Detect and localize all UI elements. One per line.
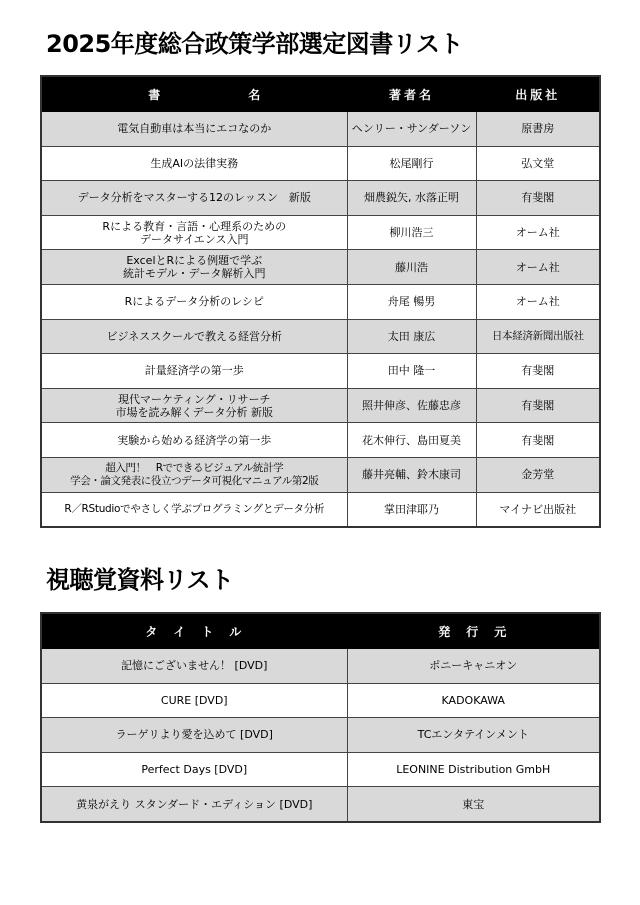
header-title-left: 書 (148, 87, 161, 102)
header-av-title: タ イ ト ル (41, 613, 347, 649)
books-table (40, 75, 601, 528)
av-table-header (41, 613, 600, 649)
book-author: 舟尾 暢男 (347, 284, 476, 319)
book-title-line2: 統計モデル・データ解析入門 (123, 267, 266, 281)
book-title-line1: 現代マーケティング・リサーチ (118, 392, 271, 406)
book-title (41, 215, 347, 250)
book-row (41, 250, 600, 285)
book-title: データ分析をマスターする12のレッスン 新版 (41, 181, 347, 216)
book-author: 田中 隆一 (347, 354, 476, 389)
book-publisher: オーム社 (476, 250, 600, 285)
book-title-line1: Rによる教育・言語・心理系のための (102, 219, 287, 233)
header-av-publisher: 発 行 元 (347, 613, 600, 649)
book-row (41, 457, 600, 492)
book-row (41, 319, 600, 354)
book-title: 生成AIの法律実務 (41, 146, 347, 181)
book-author: 柳川浩三 (347, 215, 476, 250)
book-publisher: 有斐閣 (476, 423, 600, 458)
book-row (41, 284, 600, 319)
book-row (41, 354, 600, 389)
book-publisher: 日本経済新聞出版社 (476, 319, 600, 354)
book-title: 実験から始める経済学の第一歩 (41, 423, 347, 458)
book-title-line2: 学会・論文発表に役立つデータ可視化マニュアル第2版 (70, 474, 319, 487)
book-title-line2: データサイエンス入門 (140, 232, 249, 246)
book-publisher: オーム社 (476, 215, 600, 250)
av-table (40, 612, 601, 823)
book-title: 電気自動車は本当にエコなのか (41, 112, 347, 147)
book-row (41, 146, 600, 181)
book-title-line1: ExcelとRによる例題で学ぶ (126, 254, 263, 268)
header-book-title (41, 76, 347, 112)
book-row (41, 181, 600, 216)
book-author: 掌田津耶乃 (347, 492, 476, 527)
av-publisher: KADOKAWA (347, 683, 600, 718)
av-row (41, 683, 600, 718)
book-title-line1: 超入門！ Rでできるビジュアル統計学 (105, 461, 284, 474)
book-row (41, 492, 600, 527)
av-list-title: 視聴覚資料リスト (46, 566, 234, 594)
book-author: 畑農鋭矢, 水落正明 (347, 181, 476, 216)
av-title: Perfect Days [DVD] (41, 752, 347, 787)
book-publisher: 弘文堂 (476, 146, 600, 181)
book-title (41, 388, 347, 423)
book-row (41, 215, 600, 250)
av-title: ラーゲリより愛を込めて [DVD] (41, 718, 347, 753)
book-publisher: 有斐閣 (476, 388, 600, 423)
book-row (41, 423, 600, 458)
books-table-header (41, 76, 600, 112)
book-row (41, 388, 600, 423)
book-row (41, 112, 600, 147)
av-title: 記憶にございません！ [DVD] (41, 649, 347, 684)
book-publisher: 有斐閣 (476, 181, 600, 216)
book-author: 松尾剛行 (347, 146, 476, 181)
book-author: 藤川浩 (347, 250, 476, 285)
header-author: 著者名 (347, 76, 476, 112)
book-title-line2: 市場を読み解くデータ分析 新版 (115, 405, 273, 419)
book-author: 太田 康広 (347, 319, 476, 354)
av-row (41, 787, 600, 822)
book-title: R／RStudioでやさしく学ぶプログラミングとデータ分析 (41, 492, 347, 527)
av-row (41, 649, 600, 684)
book-title (41, 250, 347, 285)
book-author: ヘンリー・サンダーソン (347, 112, 476, 147)
av-publisher: LEONINE Distribution GmbH (347, 752, 600, 787)
av-publisher: ポニーキャニオン (347, 649, 600, 684)
books-list-title: 2025年度総合政策学部選定図書リスト (46, 30, 463, 58)
book-title: 計量経済学の第一歩 (41, 354, 347, 389)
book-publisher: 金芳堂 (476, 457, 600, 492)
book-title (41, 457, 347, 492)
av-row (41, 718, 600, 753)
book-title: Rによるデータ分析のレシピ (41, 284, 347, 319)
book-author: 照井伸彦、佐藤忠彦 (347, 388, 476, 423)
book-publisher: オーム社 (476, 284, 600, 319)
book-publisher: 有斐閣 (476, 354, 600, 389)
book-title: ビジネススクールで教える経営分析 (41, 319, 347, 354)
av-title: CURE [DVD] (41, 683, 347, 718)
book-author: 花木伸行、島田夏美 (347, 423, 476, 458)
book-publisher: マイナビ出版社 (476, 492, 600, 527)
header-publisher: 出版社 (476, 76, 600, 112)
header-title-right: 名 (248, 87, 261, 102)
av-title: 黄泉がえり スタンダード・エディション [DVD] (41, 787, 347, 822)
book-publisher: 原書房 (476, 112, 600, 147)
av-publisher: 東宝 (347, 787, 600, 822)
av-row (41, 752, 600, 787)
av-publisher: TCエンタテインメント (347, 718, 600, 753)
book-author: 藤井亮輔、鈴木康司 (347, 457, 476, 492)
